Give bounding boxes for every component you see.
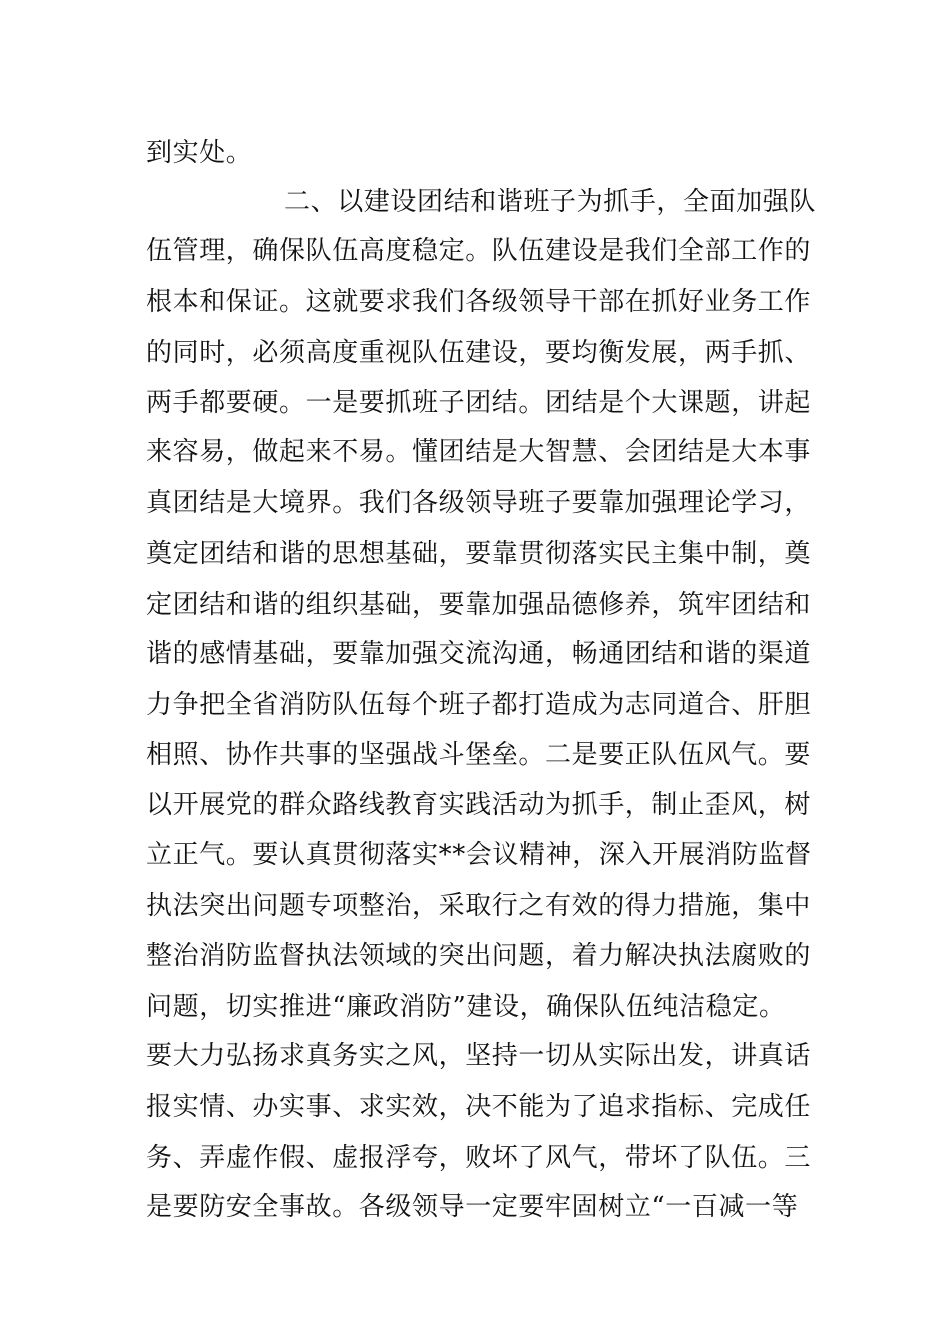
text-line: 谐的感情基础，要靠加强交流沟通，畅通团结和谐的渠道 xyxy=(146,639,812,669)
text-line: 定团结和谐的组织基础，要靠加强品德修养，筑牢团结和 xyxy=(146,590,812,620)
text-line: 执法突出问题专项整治，采取行之有效的得力措施，集中 xyxy=(146,891,812,921)
text-line: 根本和保证。这就要求我们各级领导干部在抓好业务工作 xyxy=(146,287,812,317)
text-line: 立正气。要认真贯彻落实**会议精神，深入开展消防监督 xyxy=(146,840,812,870)
text-line: 是要防安全事故。各级领导一定要牢固树立“一百减一等 xyxy=(146,1192,799,1222)
text-line: 力争把全省消防队伍每个班子都打造成为志同道合、肝胆 xyxy=(146,690,812,720)
text-line: 以开展党的群众路线教育实践活动为抓手，制止歪风，树 xyxy=(146,790,812,820)
text-line: 伍管理，确保队伍高度稳定。队伍建设是我们全部工作的 xyxy=(146,236,812,266)
text-line: 整治消防监督执法领域的突出问题，着力解决执法腐败的 xyxy=(146,941,812,971)
text-line: 问题，切实推进“廉政消防”建设，确保队伍纯洁稳定。 xyxy=(146,992,786,1022)
text-line: 到实处。 xyxy=(146,138,253,168)
text-line: 两手都要硬。一是要抓班子团结。团结是个大课题，讲起 xyxy=(146,388,812,418)
text-line: 务、弄虚作假、虚报浮夸，败坏了风气，带坏了队伍。三 xyxy=(146,1143,812,1173)
text-line: 相照、协作共事的坚强战斗堡垒。二是要正队伍风气。要 xyxy=(146,740,812,770)
text-line: 报实情、办实事、求实效，决不能为了追求指标、完成任 xyxy=(146,1092,812,1122)
text-line: 真团结是大境界。我们各级领导班子要靠加强理论学习， xyxy=(146,488,812,518)
text-line: 的同时，必须高度重视队伍建设，要均衡发展，两手抓、 xyxy=(146,338,812,368)
text-line: 奠定团结和谐的思想基础，要靠贯彻落实民主集中制，奠 xyxy=(146,539,812,569)
text-line: 来容易，做起来不易。懂团结是大智慧、会团结是大本事 xyxy=(146,437,812,467)
text-line: 要大力弘扬求真务实之风，坚持一切从实际出发，讲真话 xyxy=(146,1041,812,1071)
section-heading-line: 二、以建设团结和谐班子为抓手，全面加强队 xyxy=(284,187,817,217)
